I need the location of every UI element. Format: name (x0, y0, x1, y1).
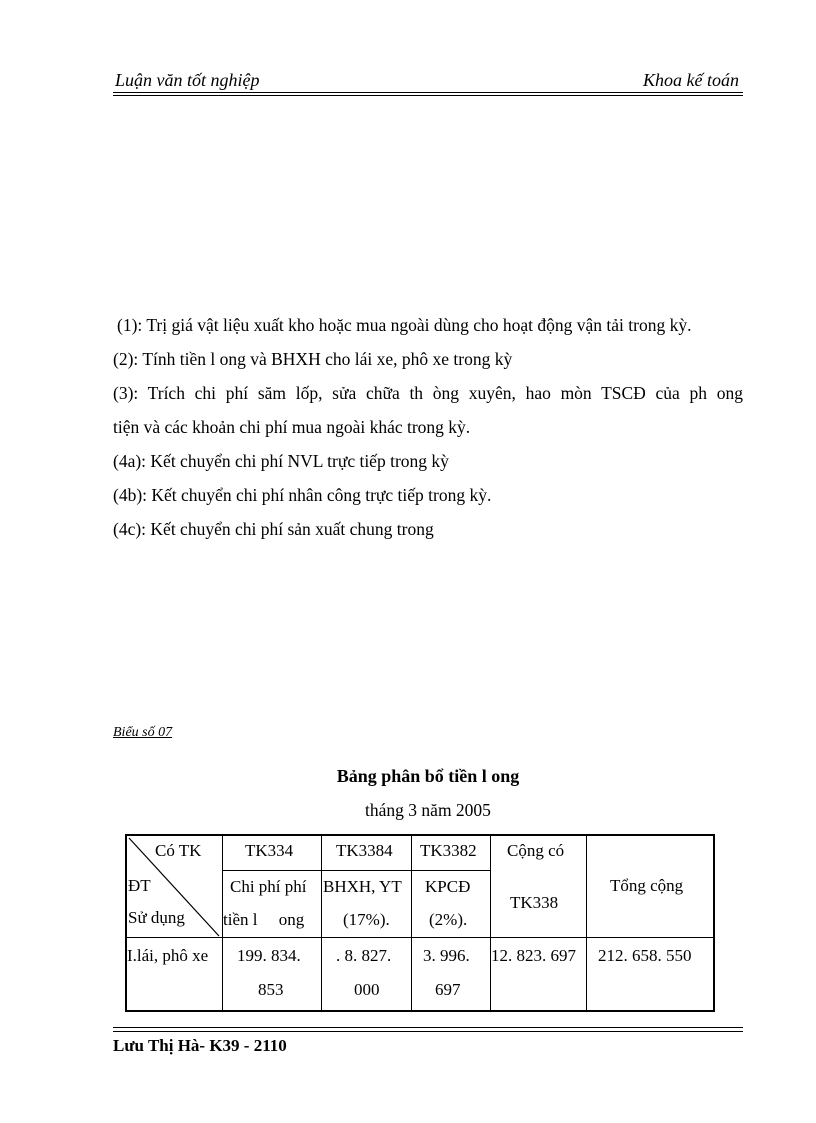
cell-tk3384-2: 000 (354, 980, 380, 999)
header-tk334: TK334 (245, 841, 294, 860)
row-line (222, 870, 490, 871)
row-line (586, 937, 715, 938)
note-4b: (4b): Kết chuyển chi phí nhân công trực tiếp trong kỳ. (113, 485, 492, 505)
table-subtitle: tháng 3 năm 2005 (365, 800, 491, 820)
header-tk338: TK338 (510, 893, 559, 912)
header-tk3382: TK3382 (420, 841, 477, 860)
cell-tk334-1: 199. 834. (237, 946, 301, 965)
footer-rule-double (113, 1031, 743, 1032)
header-tk334-sub2: tiền l ong (223, 910, 305, 929)
cell-tk334-2: 853 (258, 980, 284, 999)
row-line (127, 937, 586, 938)
corner-co-tk: Có TK (155, 841, 202, 860)
corner-su-dung: Sử dụng (128, 908, 185, 927)
table-title: Bảng phân bổ tiền l ong (336, 766, 520, 786)
header-tk3382-sub2: (2%). (429, 910, 468, 929)
header-right: Khoa kế toán (643, 70, 739, 90)
note-3: (3): Trích chi phí săm lốp, sửa chữa th òng xuyên, hao mòn TSCĐ của ph ong (113, 383, 743, 403)
note-1: (1): Trị giá vật liệu xuất kho hoặc mua ngoài dùng cho hoạt động vận tải trong kỳ. (117, 315, 692, 335)
footer-rule (113, 1027, 743, 1028)
cell-tk3384-1: . 8. 827. (336, 946, 392, 965)
cell-tk338: 12. 823. 697 (491, 946, 576, 965)
header-cong-co: Cộng có (507, 841, 565, 860)
row-label: I.lái, phô xe (127, 946, 209, 965)
bieu-so-label: Biểu số 07 (113, 725, 173, 740)
cell-total: 212. 658. 550 (598, 946, 692, 965)
header-tk334-sub1: Chi phí phí (230, 877, 307, 896)
header-rule-double (113, 95, 743, 96)
note-2: (2): Tính tiền l ong và BHXH cho lái xe, phô xe trong kỳ (113, 349, 513, 369)
cell-tk3382-1: 3. 996. (423, 946, 470, 965)
header-tk3384-sub2: (17%). (343, 910, 390, 929)
note-4a: (4a): Kết chuyển chi phí NVL trực tiếp trong kỳ (113, 451, 449, 471)
note-3-cont: tiện và các khoản chi phí mua ngoài khác trong kỳ. (113, 417, 471, 437)
header-left: Luận văn tốt nghiệp (115, 70, 260, 90)
header-tk3384-sub1: BHXH, YT (323, 877, 402, 896)
header-rule (113, 92, 743, 93)
salary-allocation-table (125, 834, 715, 1012)
col-line (586, 836, 587, 1010)
cell-tk3382-2: 697 (435, 980, 461, 999)
header-tk3382-sub1: KPCĐ (425, 877, 471, 896)
header-tk3384: TK3384 (336, 841, 393, 860)
footer-author: Lưu Thị Hà- K39 - 2110 (113, 1036, 287, 1055)
col-line (490, 836, 491, 1010)
header-tong-cong: Tổng cộng (610, 876, 684, 895)
note-4c: (4c): Kết chuyển chi phí sản xuất chung trong (113, 519, 434, 539)
corner-dt: ĐT (128, 876, 151, 895)
col-line (321, 836, 322, 1010)
col-line (411, 836, 412, 1010)
notes-list (113, 308, 743, 546)
